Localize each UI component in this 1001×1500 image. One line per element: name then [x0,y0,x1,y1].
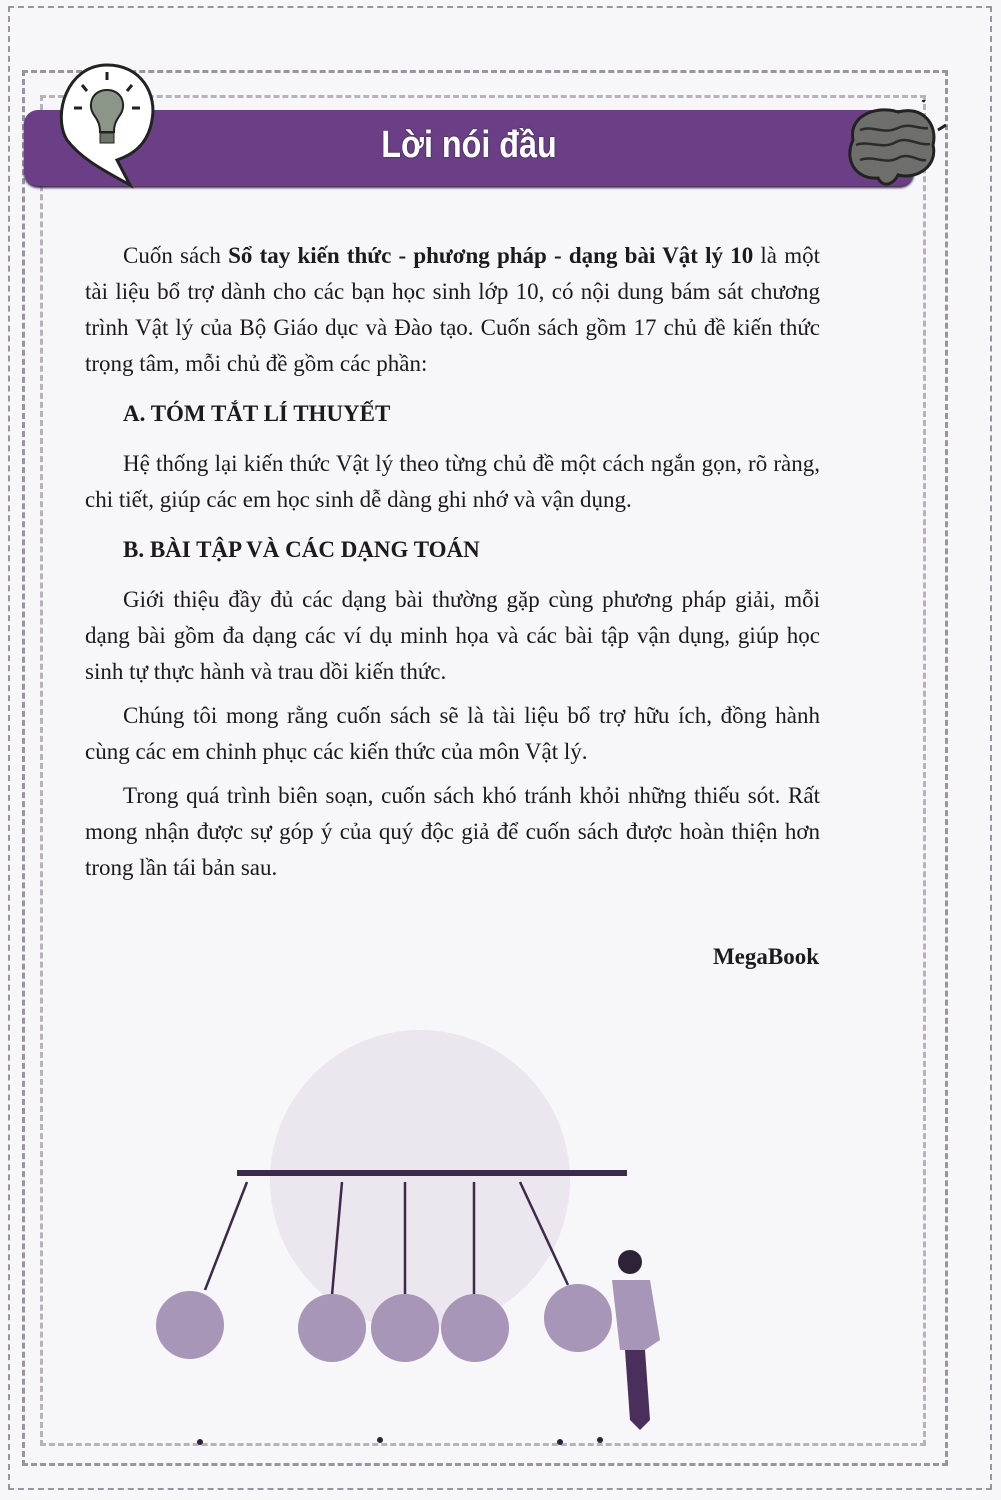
book-title: Sổ tay kiến thức - phương pháp - dạng bài Vật lý 10 [228,243,754,268]
newtons-cradle-illustration [0,1030,1001,1450]
section-text-a: Hệ thống lại kiến thức Vật lý theo từng chủ đề một cách ngắn gọn, rõ ràng, chi tiết, giúp các em học sinh dễ dàng ghi nhớ và vận dụng. [85,451,820,512]
intro-text: Cuốn sách [123,243,229,268]
brain-icon [838,100,948,190]
page-title: Lời nói đầu [381,124,557,166]
cradle-bar [237,1170,627,1176]
preface-body [85,238,820,886]
signature: MegaBook [712,944,819,969]
closing-paragraph-2: Trong quá trình biên soạn, cuốn sách khó tránh khỏi những thiếu sót. Rất mong nhận được sự góp ý của quý độc giả để cuốn sách được hoàn thiện hơn trong lần tái bản sau. [85,783,820,880]
person-figure [612,1250,660,1430]
section-heading-b: B. BÀI TẬP VÀ CÁC DẠNG TOÁN [123,537,480,562]
intro-text-rest: là một tài liệu bổ trợ dành cho các bạn học sinh lớp 10, có nội dung bám sát chương trình Vật lý của Bộ Giáo dục và Đào tạo. Cuốn sách gồm 17 chủ đề kiến thức trọng tâm, mỗi chủ đề gồm các phần: [85,243,820,376]
section-text-b: Giới thiệu đầy đủ các dạng bài thường gặp cùng phương pháp giải, mỗi dạng bài gồm đa dạng các ví dụ minh họa và các bài tập vận dụng, giúp học sinh tự thực hành và trau dồi kiến thức. [85,587,820,684]
intro-paragraph [85,238,820,382]
section-heading-a: A. TÓM TẮT LÍ THUYẾT [123,401,391,426]
background-blob [270,1030,570,1330]
closing-paragraph-1: Chúng tôi mong rằng cuốn sách sẽ là tài liệu bổ trợ hữu ích, đồng hành cùng các em chinh phục các kiến thức của môn Vật lý. [85,703,820,764]
lightbulb-icon [52,60,162,190]
